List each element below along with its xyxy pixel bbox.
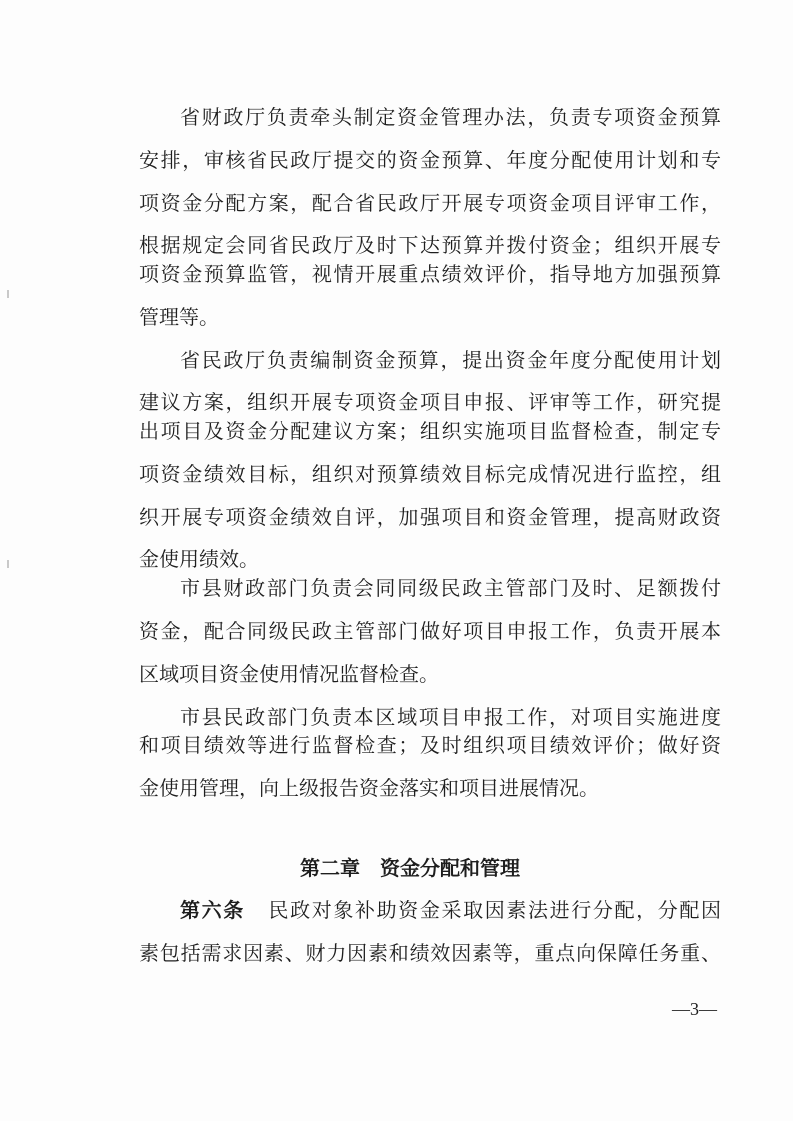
paragraph-2-line-6: 金使用绩效。 — [139, 547, 259, 571]
paragraph-4-line-3: 金使用管理，向上级报告资金落实和项目进展情况。 — [139, 776, 599, 800]
paragraph-1-line-3: 项资金分配方案，配合省民政厅开展专项资金项目评审工作， — [139, 191, 721, 215]
paragraph-2-line-4: 项资金绩效目标，组织对预算绩效目标完成情况进行监控，组 — [139, 462, 721, 486]
paragraph-1-line-1: 省财政厅负责牵头制定资金管理办法，负责专项资金预算 — [180, 105, 721, 129]
paragraph-1-line-6: 管理等。 — [139, 305, 219, 329]
paragraph-2-line-2: 建议方案，组织开展专项资金项目申报、评审等工作，研究提 — [139, 390, 721, 414]
page-number: —3— — [672, 999, 717, 1019]
paragraph-2-line-5: 织开展专项资金绩效自评，加强项目和资金管理，提高财政资 — [139, 505, 721, 529]
paragraph-3-line-1: 市县财政部门负责会同同级民政主管部门及时、足额拨付 — [180, 576, 721, 600]
article-number: 第六条 — [180, 898, 245, 922]
paragraph-2-line-1: 省民政厅负责编制资金预算，提出资金年度分配使用计划 — [180, 348, 721, 372]
paragraph-2-line-3: 出项目及资金分配建议方案；组织实施项目监督检查，制定专 — [139, 419, 721, 443]
scan-edge-mark — [7, 560, 9, 568]
article-6-text: 民政对象补助资金采取因素法进行分配，分配因 — [266, 898, 721, 922]
paragraph-1-line-5: 项资金预算监管，视情开展重点绩效评价，指导地方加强预算 — [139, 262, 721, 286]
paragraph-4-line-1: 市县民政部门负责本区域项目申报工作，对项目实施进度 — [180, 705, 721, 729]
paragraph-4-line-2: 和项目绩效等进行监督检查；及时组织项目绩效评价；做好资 — [139, 733, 721, 757]
paragraph-1-line-4: 根据规定会同省民政厅及时下达预算并拨付资金；组织开展专 — [139, 233, 721, 257]
chapter-heading: 第二章 资金分配和管理 — [300, 856, 520, 880]
paragraph-1-line-2: 安排，审核省民政厅提交的资金预算、年度分配使用计划和专 — [139, 148, 721, 172]
paragraph-3-line-3: 区域项目资金使用情况监督检查。 — [139, 662, 439, 686]
article-6-line-2: 素包括需求因素、财力因素和绩效因素等，重点向保障任务重、 — [139, 941, 721, 965]
article-6-line-1 — [180, 898, 721, 922]
paragraph-3-line-2: 资金，配合同级民政主管部门做好项目申报工作，负责开展本 — [139, 619, 721, 643]
scan-edge-mark — [7, 290, 9, 298]
